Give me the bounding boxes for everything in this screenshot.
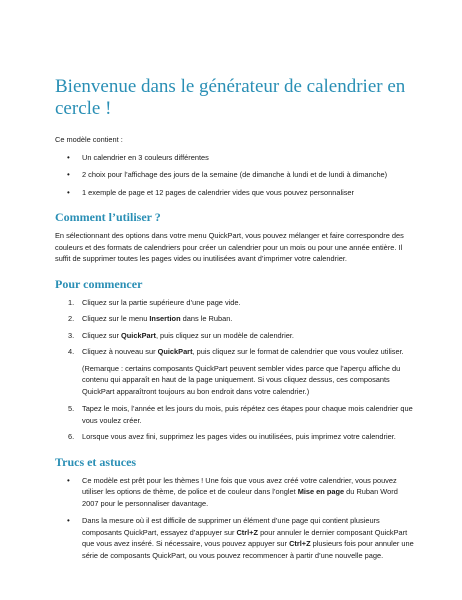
step-item: 3. Cliquez sur QuickPart, puis cliquez sur un modèle de calendrier.: [68, 330, 294, 340]
tips-heading: Trucs et astuces: [55, 454, 137, 469]
tip-item: • Dans la mesure où il est difficile de supprimer un élément d’une page qui contient plusieurs composants QuickPart, essayez d’appuyer sur Ctrl+Z pour annuler le dernier composant QuickPart que vous avez inséré. Si nécessaire, vous pouvez appuyer sur Ctrl+Z plusieurs fois pour annuler une série de composants QuickPart, ou vous pouvez recommencer à partir d’une nouvelle page.: [67, 516, 414, 560]
document-page: [55, 76, 415, 567]
bullet-icon: •: [67, 475, 70, 485]
list-item: • 2 choix pour l’affichage des jours de la semaine (de dimanche à lundi et de lundi à dimanche): [67, 170, 388, 179]
bullet-icon: •: [67, 187, 70, 197]
page-title: Bienvenue dans le générateur de calendrier en cercle !: [55, 76, 406, 119]
steps-list-continued: [55, 403, 415, 443]
bullet-icon: •: [67, 516, 70, 525]
usage-text: En sélectionnant des options dans votre menu QuickPart, vous pouvez mélanger et faire correspondre des couleurs et des formats de calendriers pour créer un calendrier pour un mois ou pour une année entière. Il suffit de supprimer toutes les pages vides ou inutilisées avant d’imprimer votre calendrier.: [55, 231, 404, 263]
list-item: • 1 exemple de page et 12 pages de calendrier vides que vous pouvez personnaliser: [67, 187, 354, 197]
step-item: 1. Cliquez sur la partie supérieure d’une page vide.: [68, 297, 241, 307]
contents-list: [55, 152, 415, 199]
usage-heading: Comment l’utiliser ?: [55, 210, 161, 224]
list-item: • Un calendrier en 3 couleurs différentes: [67, 152, 209, 162]
step-item: 4. Cliquez à nouveau sur QuickPart, puis cliquez sur le format de calendrier que vous voulez utiliser.: [68, 347, 404, 356]
step-item: 5. Tapez le mois, l’année et les jours du mois, puis répétez ces étapes pour chaque mois calendrier que vous voulez créer.: [68, 404, 413, 425]
start-heading: Pour commencer: [55, 276, 143, 291]
step-item: 6. Lorsque vous avez fini, supprimez les pages vides ou inutilisées, puis imprimez votre calendrier.: [68, 432, 396, 441]
intro-text: Ce modèle contient :: [55, 135, 123, 144]
tip-item: • Ce modèle est prêt pour les thèmes ! Une fois que vous avez créé votre calendrier, vous pouvez utiliser les options de thème, de police et de couleur dans l’onglet Mise en page du Ruban Word 2007 pour le personnaliser davantage.: [67, 475, 398, 508]
step-item: 2. Cliquez sur le menu Insertion dans le Ruban.: [68, 314, 233, 323]
bullet-icon: •: [67, 152, 70, 162]
tips-list: [55, 475, 415, 562]
steps-list: [55, 297, 415, 358]
remark-note: (Remarque : certains composants QuickPart peuvent sembler vides parce que l’aperçu affiche du contenu qui apparaît en haut de la page uniquement. Si vous cliquez dessus, ces composants QuickPart apparaîtront toujours au bon endroit dans votre calendrier.): [82, 363, 401, 396]
bullet-icon: •: [67, 170, 70, 179]
